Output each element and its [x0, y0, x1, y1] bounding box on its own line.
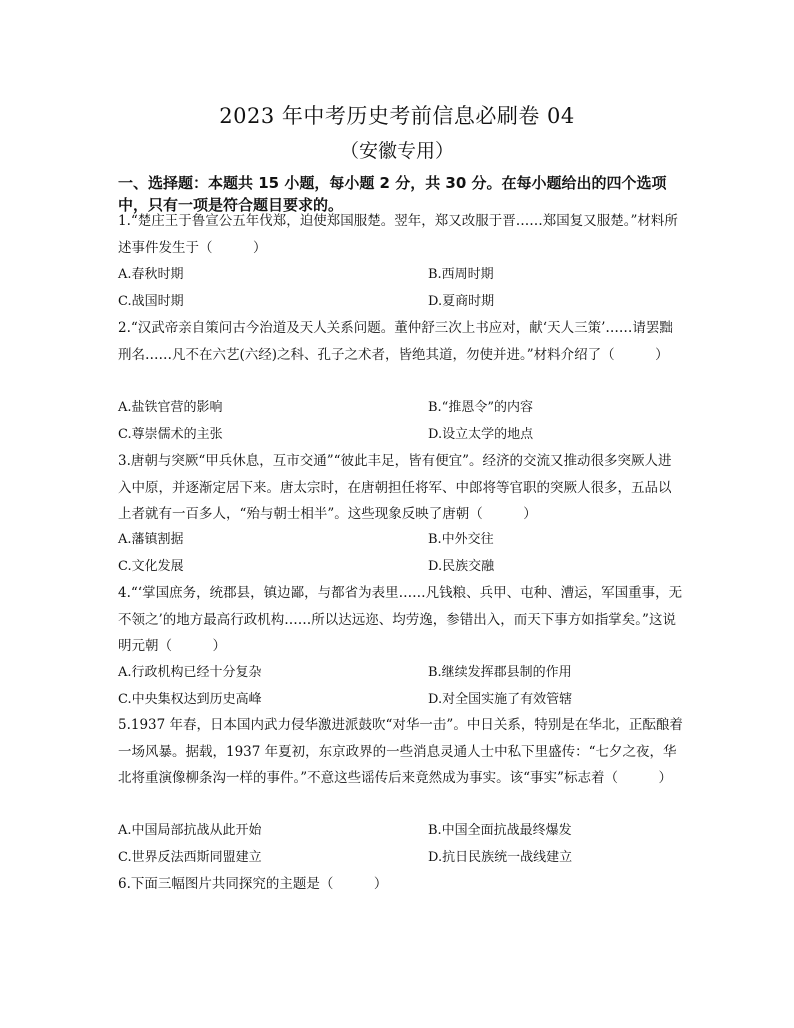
option-c: C.尊崇儒术的主张 — [118, 426, 223, 442]
option-b: B.“推恩令”的内容 — [428, 400, 533, 415]
option-b: B.中外交往 — [428, 532, 494, 547]
option-b: B.中国全面抗战最终爆发 — [428, 823, 572, 838]
option-d: D.民族交融 — [428, 558, 495, 574]
option-c: C.中央集权达到历史高峰 — [118, 691, 262, 707]
question-2-options — [118, 395, 683, 448]
question-5 — [118, 712, 683, 792]
option-a: A.行政机构已经十分复杂 — [118, 665, 262, 680]
question-1-options — [118, 262, 683, 315]
question-6 — [118, 871, 683, 898]
option-c: C.战国时期 — [118, 293, 184, 309]
question-stem: 5.1937 年春，日本国内武力侵华激进派鼓吹“对华一击”。中日关系，特别是在华北，正酝酿着一场风暴。据载，1937 年夏初，东京政界的一些消息灵通人士中私下里盛传：“七夕之夜，华北将重演像柳条沟一样的事件。”不意这些谣传后来竟然成为事实。该“事实”标志着（ ） — [118, 717, 683, 786]
page-title: 2023 年中考历史考前信息必刷卷 04 — [219, 104, 575, 128]
option-a: A.春秋时期 — [118, 267, 184, 282]
question-3 — [118, 448, 683, 528]
page-subtitle: （安徽专用） — [339, 140, 454, 162]
question-5-options — [118, 818, 683, 871]
question-stem: 6.下面三幅图片共同探究的主题是（ ） — [118, 876, 388, 892]
option-c: C.文化发展 — [118, 558, 184, 574]
question-4 — [118, 580, 683, 660]
question-1 — [118, 208, 683, 261]
question-2 — [118, 315, 683, 368]
option-a: A.藩镇割据 — [118, 532, 184, 547]
question-stem: 1.“楚庄王于鲁宣公五年伐郑，迫使郑国服楚。翌年，郑又改服于晋……郑国复又服楚。”材料所述事件发生于（ ） — [118, 213, 678, 256]
question-4-options — [118, 660, 683, 713]
option-c: C.世界反法西斯同盟建立 — [118, 849, 262, 865]
option-d: D.抗日民族统一战线建立 — [428, 849, 573, 865]
question-3-options — [118, 527, 683, 580]
option-d: D.夏商时期 — [428, 293, 495, 309]
question-stem: 3.唐朝与突厥“甲兵休息，互市交通”“彼此丰足，皆有便宜”。经济的交流又推动很多突厥人进入中原，并逐渐定居下来。唐太宗时，在唐朝担任将军、中郎将等官职的突厥人很多，五品以上者就有一百多人，“殆与朝士相半”。这些现象反映了唐朝（ ） — [118, 453, 672, 522]
option-a: A.盐铁官营的影响 — [118, 400, 223, 415]
option-a: A.中国局部抗战从此开始 — [118, 823, 262, 838]
option-d: D.对全国实施了有效管辖 — [428, 691, 573, 707]
option-b: B.继续发挥郡县制的作用 — [428, 665, 572, 680]
option-d: D.设立太学的地点 — [428, 426, 534, 442]
option-b: B.西周时期 — [428, 267, 494, 282]
section-heading: 一、选择题：本题共 15 小题，每小题 2 分，共 30 分。在每小题给出的四个选项中，只有一项是符合题目要求的。 — [118, 174, 667, 214]
question-stem: 2.“汉武帝亲自策问古今治道及天人关系问题。董仲舒三次上书应对，献‘天人三策’……请罢黜刑名……凡不在六艺(六经)之科、孔子之术者，皆绝其道，勿使并进。”材料介绍了（ ） — [118, 320, 673, 363]
question-stem: 4.“‘掌国庶务，统郡县，镇边鄙，与都省为表里……凡钱粮、兵甲、屯种、漕运，军国重事，无不领之’的地方最高行政机构……所以达远迩、均劳逸，参错出入，而天下事方如指掌矣。”这说明元朝（ ） — [118, 585, 683, 654]
